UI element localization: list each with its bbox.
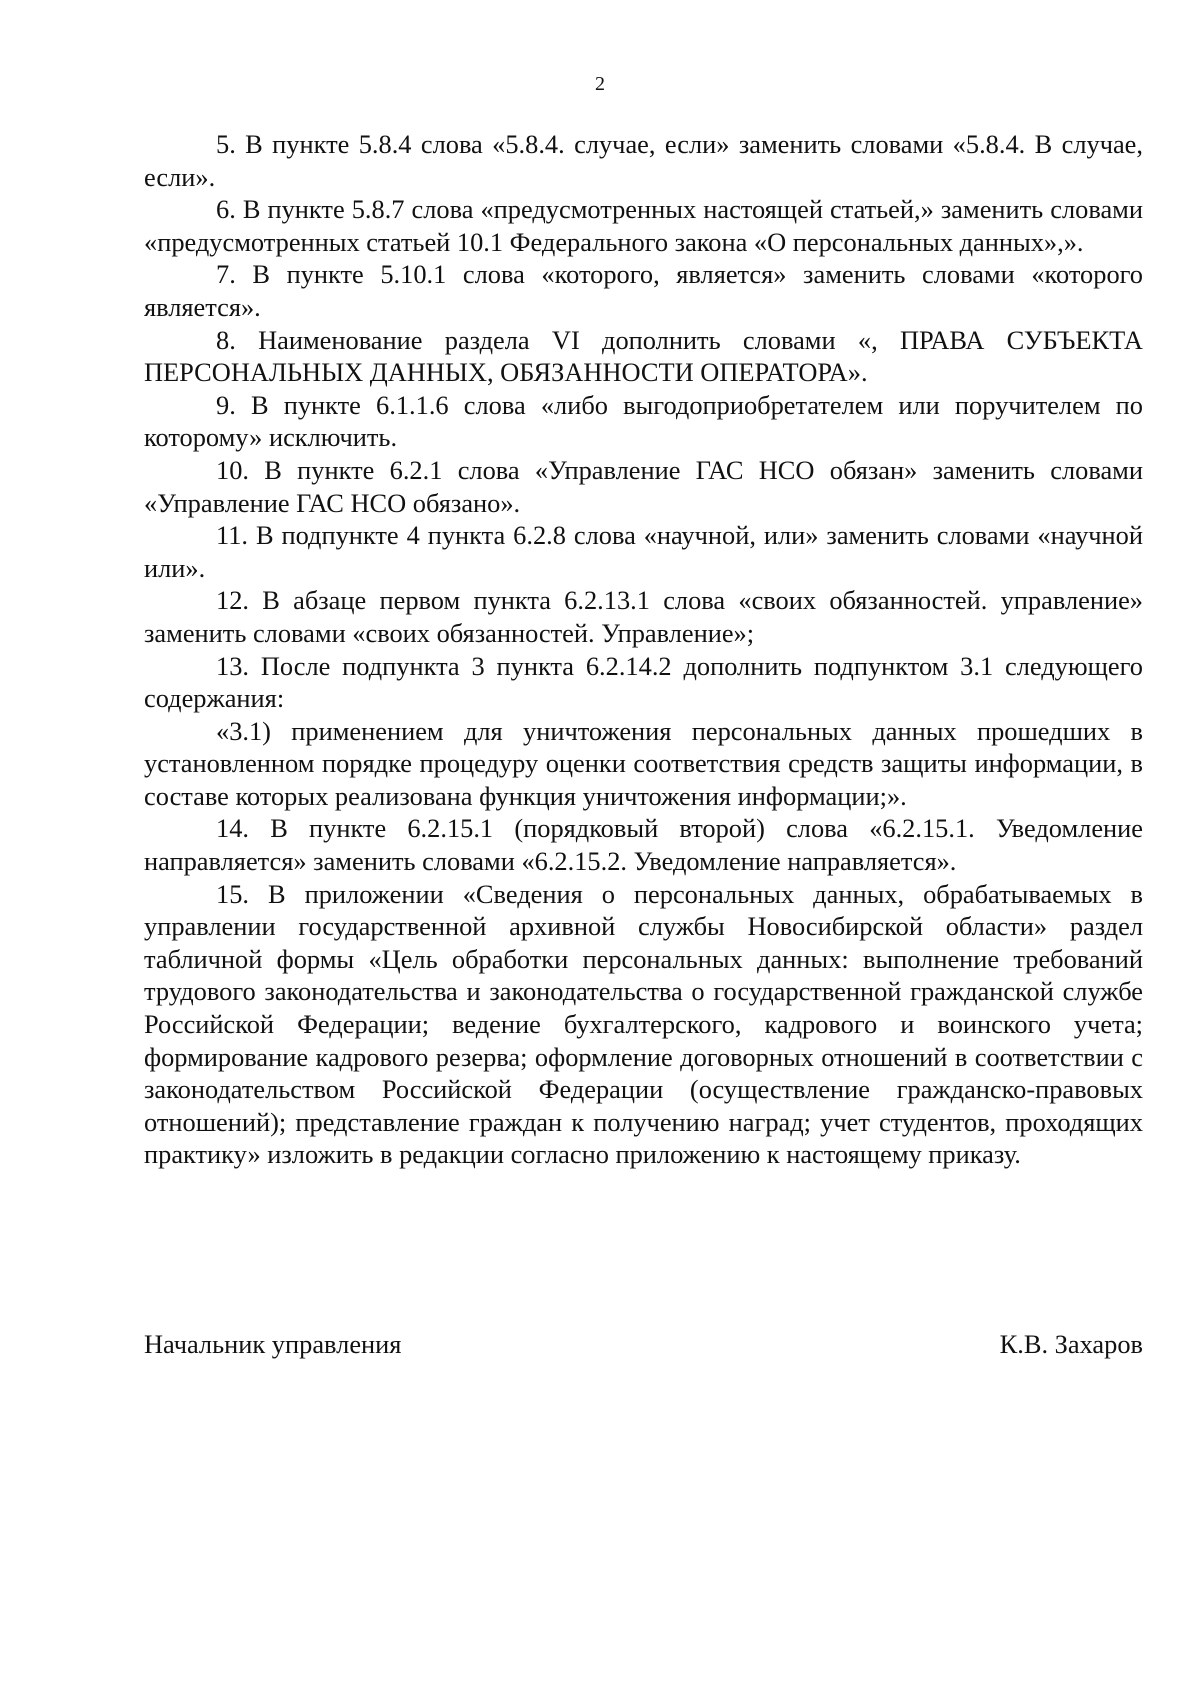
paragraph-item-8: 8. Наименование раздела VI дополнить словами «, ПРАВА СУБЪЕКТА ПЕРСОНАЛЬНЫХ ДАННЫХ, ОБЯЗАННОСТИ ОПЕРАТОРА».	[144, 324, 1143, 388]
paragraph-item-13: 13. После подпункта 3 пункта 6.2.14.2 дополнить подпунктом 3.1 следующего содержания:	[144, 650, 1143, 714]
signature-block	[144, 1328, 1143, 1361]
paragraph-item-14: 14. В пункте 6.2.15.1 (порядковый второй) слова «6.2.15.1. Уведомление направляется» заменить словами «6.2.15.2. Уведомление направляется».	[144, 813, 1143, 877]
paragraph-item-12: 12. В абзаце первом пункта 6.2.13.1 слова «своих обязанностей. управление» заменить словами «своих обязанностей. Управление»;	[144, 585, 1143, 648]
page-number: 2	[595, 73, 605, 95]
paragraph-item-6: 6. В пункте 5.8.7 слова «предусмотренных настоящей статьей,» заменить словами «предусмотренных статьей 10.1 Федерального закона «О персональных данных»,».	[144, 194, 1143, 257]
paragraph-item-9: 9. В пункте 6.1.1.6 слова «либо выгодоприобретателем или поручителем по которому» исключить.	[144, 389, 1143, 453]
paragraph-item-11: 11. В подпункте 4 пункта 6.2.8 слова «научной, или» заменить словами «научной или».	[144, 520, 1143, 583]
paragraph-item-15: 15. В приложении «Сведения о персональных данных, обрабатываемых в управлении государственной архивной службы Новосибирской области» раздел табличной формы «Цель обработки персональных данных: выполнение требований трудового законодательства и законодательства о государственной гражданской службе Российской Федерации; ведение бухгалтерского, кадрового и воинского учета; формирование кадрового резерва; оформление договорных отношений в соответствии с законодательством Российской Федерации (осуществление гражданско-правовых отношений); представление граждан к получению наград; учет студентов, проходящих практику» изложить в редакции согласно приложению к настоящему приказу.	[144, 878, 1143, 1170]
paragraph-item-5: 5. В пункте 5.8.4 слова «5.8.4. случае, если» заменить словами «5.8.4. В случае, если».	[144, 129, 1143, 192]
signatory-position: Начальник управления	[144, 1329, 402, 1359]
quoted-subclause-3-1: «3.1) применением для уничтожения персональных данных прошедших в установленном порядке процедуру оценки соответствия средств защиты информации, в составе которых реализована функция уничтожения информации;».	[144, 715, 1143, 811]
document-body	[144, 128, 1143, 1171]
paragraph-item-10: 10. В пункте 6.2.1 слова «Управление ГАС НСО обязан» заменить словами «Управление ГАС НСО обязано».	[144, 454, 1143, 518]
paragraph-item-7: 7. В пункте 5.10.1 слова «которого, является» заменить словами «которого является».	[144, 259, 1143, 322]
signatory-name: К.В. Захаров	[999, 1329, 1143, 1359]
